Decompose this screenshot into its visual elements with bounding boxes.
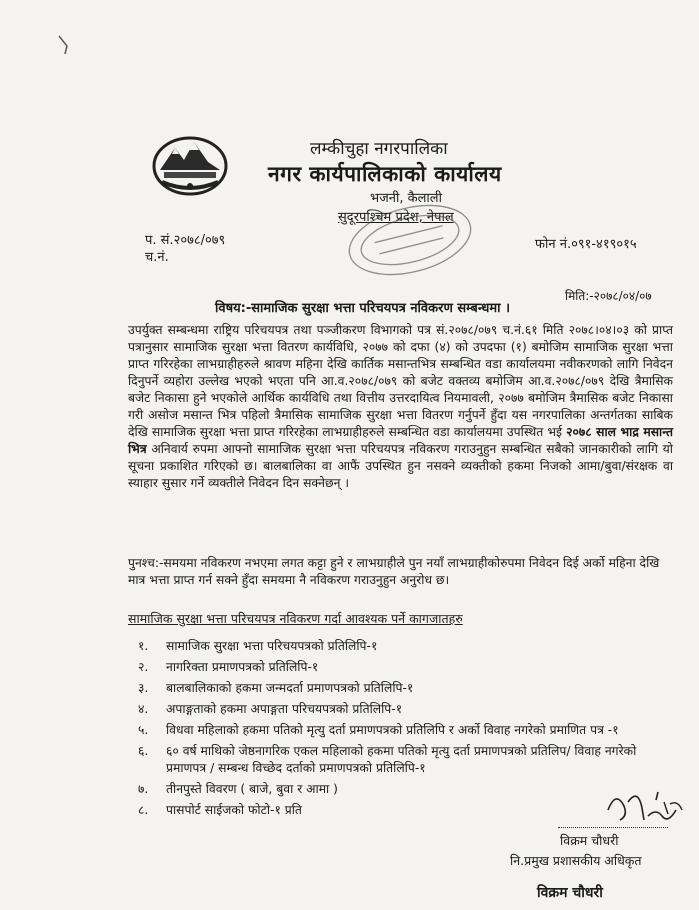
list-item-text: सामाजिक सुरक्षा भत्ता परिचयपत्रको प्रतिलिपि-१ — [166, 639, 378, 653]
list-item-number: ७. — [138, 782, 149, 796]
body-paragraph — [128, 322, 673, 492]
list-item-number: ८. — [138, 803, 149, 817]
list-item-text: नागरिक्ता प्रमाणपत्रको प्रतिलिपि-१ — [166, 660, 319, 674]
list-item — [138, 722, 668, 739]
body-text-part2: अनिवार्य रुपमा आफ्नो सामाजिक सुरक्षा भत्ता परिचयपत्र नविकरण गराउनुहुन सम्बन्धित सबैको जानकारीको लागि यो सूचना प्रकाशित गरिएको छ। बालबालिका वा आफैं उपस्थित हुन नसक्ने व्यक्तीको हकमा निजको आमा/बुवा/संरक्षक वा स्याहार सुसार गर्ने व्यक्तीले निवेदन दिन सक्नेछन् । — [128, 442, 673, 490]
dispatch-number: च.नं. — [145, 250, 169, 265]
list-item-number: १. — [138, 639, 149, 653]
list-item — [138, 802, 668, 819]
signatory-title: नि.प्रमुख प्रशासकीय अधिकृत — [510, 853, 642, 868]
list-item-number: ६. — [138, 744, 149, 758]
list-item-number: ४. — [138, 702, 149, 716]
office-location: भजनी, कैलाली — [370, 191, 442, 206]
list-item-text: अपाङ्गताको हकमा अपाङ्गता परिचयपत्रको प्रतिलिपि-१ — [166, 702, 403, 716]
office-seal-stamp — [335, 200, 485, 280]
letter-date: मिति:-२०७८/०४/०७ — [565, 289, 652, 303]
list-item — [138, 781, 668, 798]
documents-list — [138, 638, 668, 823]
signature-line — [558, 827, 668, 828]
documents-heading: सामाजिक सुरक्षा भत्ता परिचयपत्र नविकरण गर्दा आवश्यक पर्ने कागजातहरु — [128, 611, 463, 626]
list-item-number: ३. — [138, 681, 149, 695]
postscript-paragraph: पुनश्च:-समयमा नविकरण नभएमा लगत कट्टा हुने र लाभग्राहीले पुन नयाँ लाभग्राहीकोरुपमा निवेदन दिई अर्को महिना देखि मात्र भत्ता प्राप्त गर्न सक्ने हुँदा समयमा नै नविकरण गराउनुहुन अनुरोध छ। — [128, 556, 660, 587]
list-item — [138, 638, 668, 655]
reference-number: प. सं.२०७८/०७९ — [145, 233, 226, 248]
office-name: नगर कार्यपालिकाको कार्यालय — [268, 162, 502, 186]
list-item-text: विधवा महिलाको हकमा पतिको मृत्यु दर्ता प्रमाणपत्रको प्रतिलिपि र अर्को विवाह नगरेको प्रमाणित पत्र -१ — [166, 723, 619, 737]
organization-name: लम्कीचुहा नगरपालिका — [310, 139, 448, 159]
list-item-number: २. — [138, 660, 149, 674]
municipality-emblem — [150, 130, 230, 198]
list-item-text: पासपोर्ट साईजको फोटो-१ प्रति — [166, 803, 302, 817]
name-stamp: विक्रम चौधरी — [537, 885, 603, 901]
list-item-text: ६० वर्ष माथिको जेष्ठनागरिक एकल महिलाको हकमा पतिको मृत्यु दर्ता प्रमाणपत्रको प्रतिलिप/ विवाह नगरेको प्रमाणपत्र / सम्बन्ध विच्छेद दर्ताको प्रमाणपत्रको प्रतिलिपि-१ — [166, 744, 637, 775]
list-item — [138, 701, 668, 718]
handwritten-signature — [598, 780, 688, 840]
list-item — [138, 680, 668, 697]
deadline-bold: २०७८ साल भाद्र मसान्त भित्र — [128, 425, 673, 456]
list-item — [138, 659, 668, 676]
scan-artifact-mark — [57, 34, 77, 58]
signatory-name: विक्रम चौधरी — [560, 833, 619, 848]
phone-number: फोन नं.०९१-४१९०१५ — [535, 237, 637, 252]
list-item — [138, 743, 668, 777]
list-item-text: बालबालिकाको हकमा जन्मदर्ता प्रमाणपत्रको प्रतिलिपि-१ — [166, 681, 414, 695]
list-item-text: तीनपुस्ते विवरण ( बाजे, बुवा र आमा ) — [166, 782, 338, 796]
body-text-part1: उपर्युक्त सम्बन्धमा राष्ट्रिय परिचयपत्र तथा पञ्जीकरण विभागको पत्र सं.२०७८/०७९ च.नं.६१ मिति २०७८।०४।०३ को प्राप्त पत्रानुसार सामाजिक सुरक्षा भत्ता वितरण कार्यविधि, २०७७ को दफा (४) को उपदफा (१) बमोजिम सामाजिक सुरक्षा भत्ता प्राप्त गरिरहेका लाभग्राहीहरुले श्रावण महिना देखि कार्तिक मसान्तभित्र सम्बन्धित वडा कार्यालयमा नवीकरणको लागि निवेदन दिनुपर्ने व्यहोरा उल्लेख भएको भएता पनि आ.व.२०७८/०७९ को बजेट वक्तव्य बमोजिम आ.व.२०७८/०७९ देखि त्रैमासिक बजेट निकासा हुने भएकोले आर्थिक कार्यविधि तथा वित्तीय उत्तरदायित्व नियमावली, २०७७ बमोजिम त्रैमासिक बजेट निकासा गरी असोज मसान्त भित्र पहिलो त्रैमासिक सामाजिक सुरक्षा भत्ता वितरण गर्नुपर्ने हुँदा यस नगरपालिका अन्तर्गतका साबिक देखि सामाजिक सुरक्षा भत्ता प्राप्त गरिरहेका लाभग्राहीहरुले सम्बन्धित वडा कार्यालयमा उपस्थित भई — [128, 323, 673, 439]
letter-subject: विषय:-सामाजिक सुरक्षा भत्ता परिचयपत्र नविकरण सम्बन्धमा । — [215, 301, 511, 316]
office-province: सुदूरपश्चिम प्रदेश, नेपाल — [338, 210, 454, 225]
list-item-number: ५. — [138, 723, 149, 737]
